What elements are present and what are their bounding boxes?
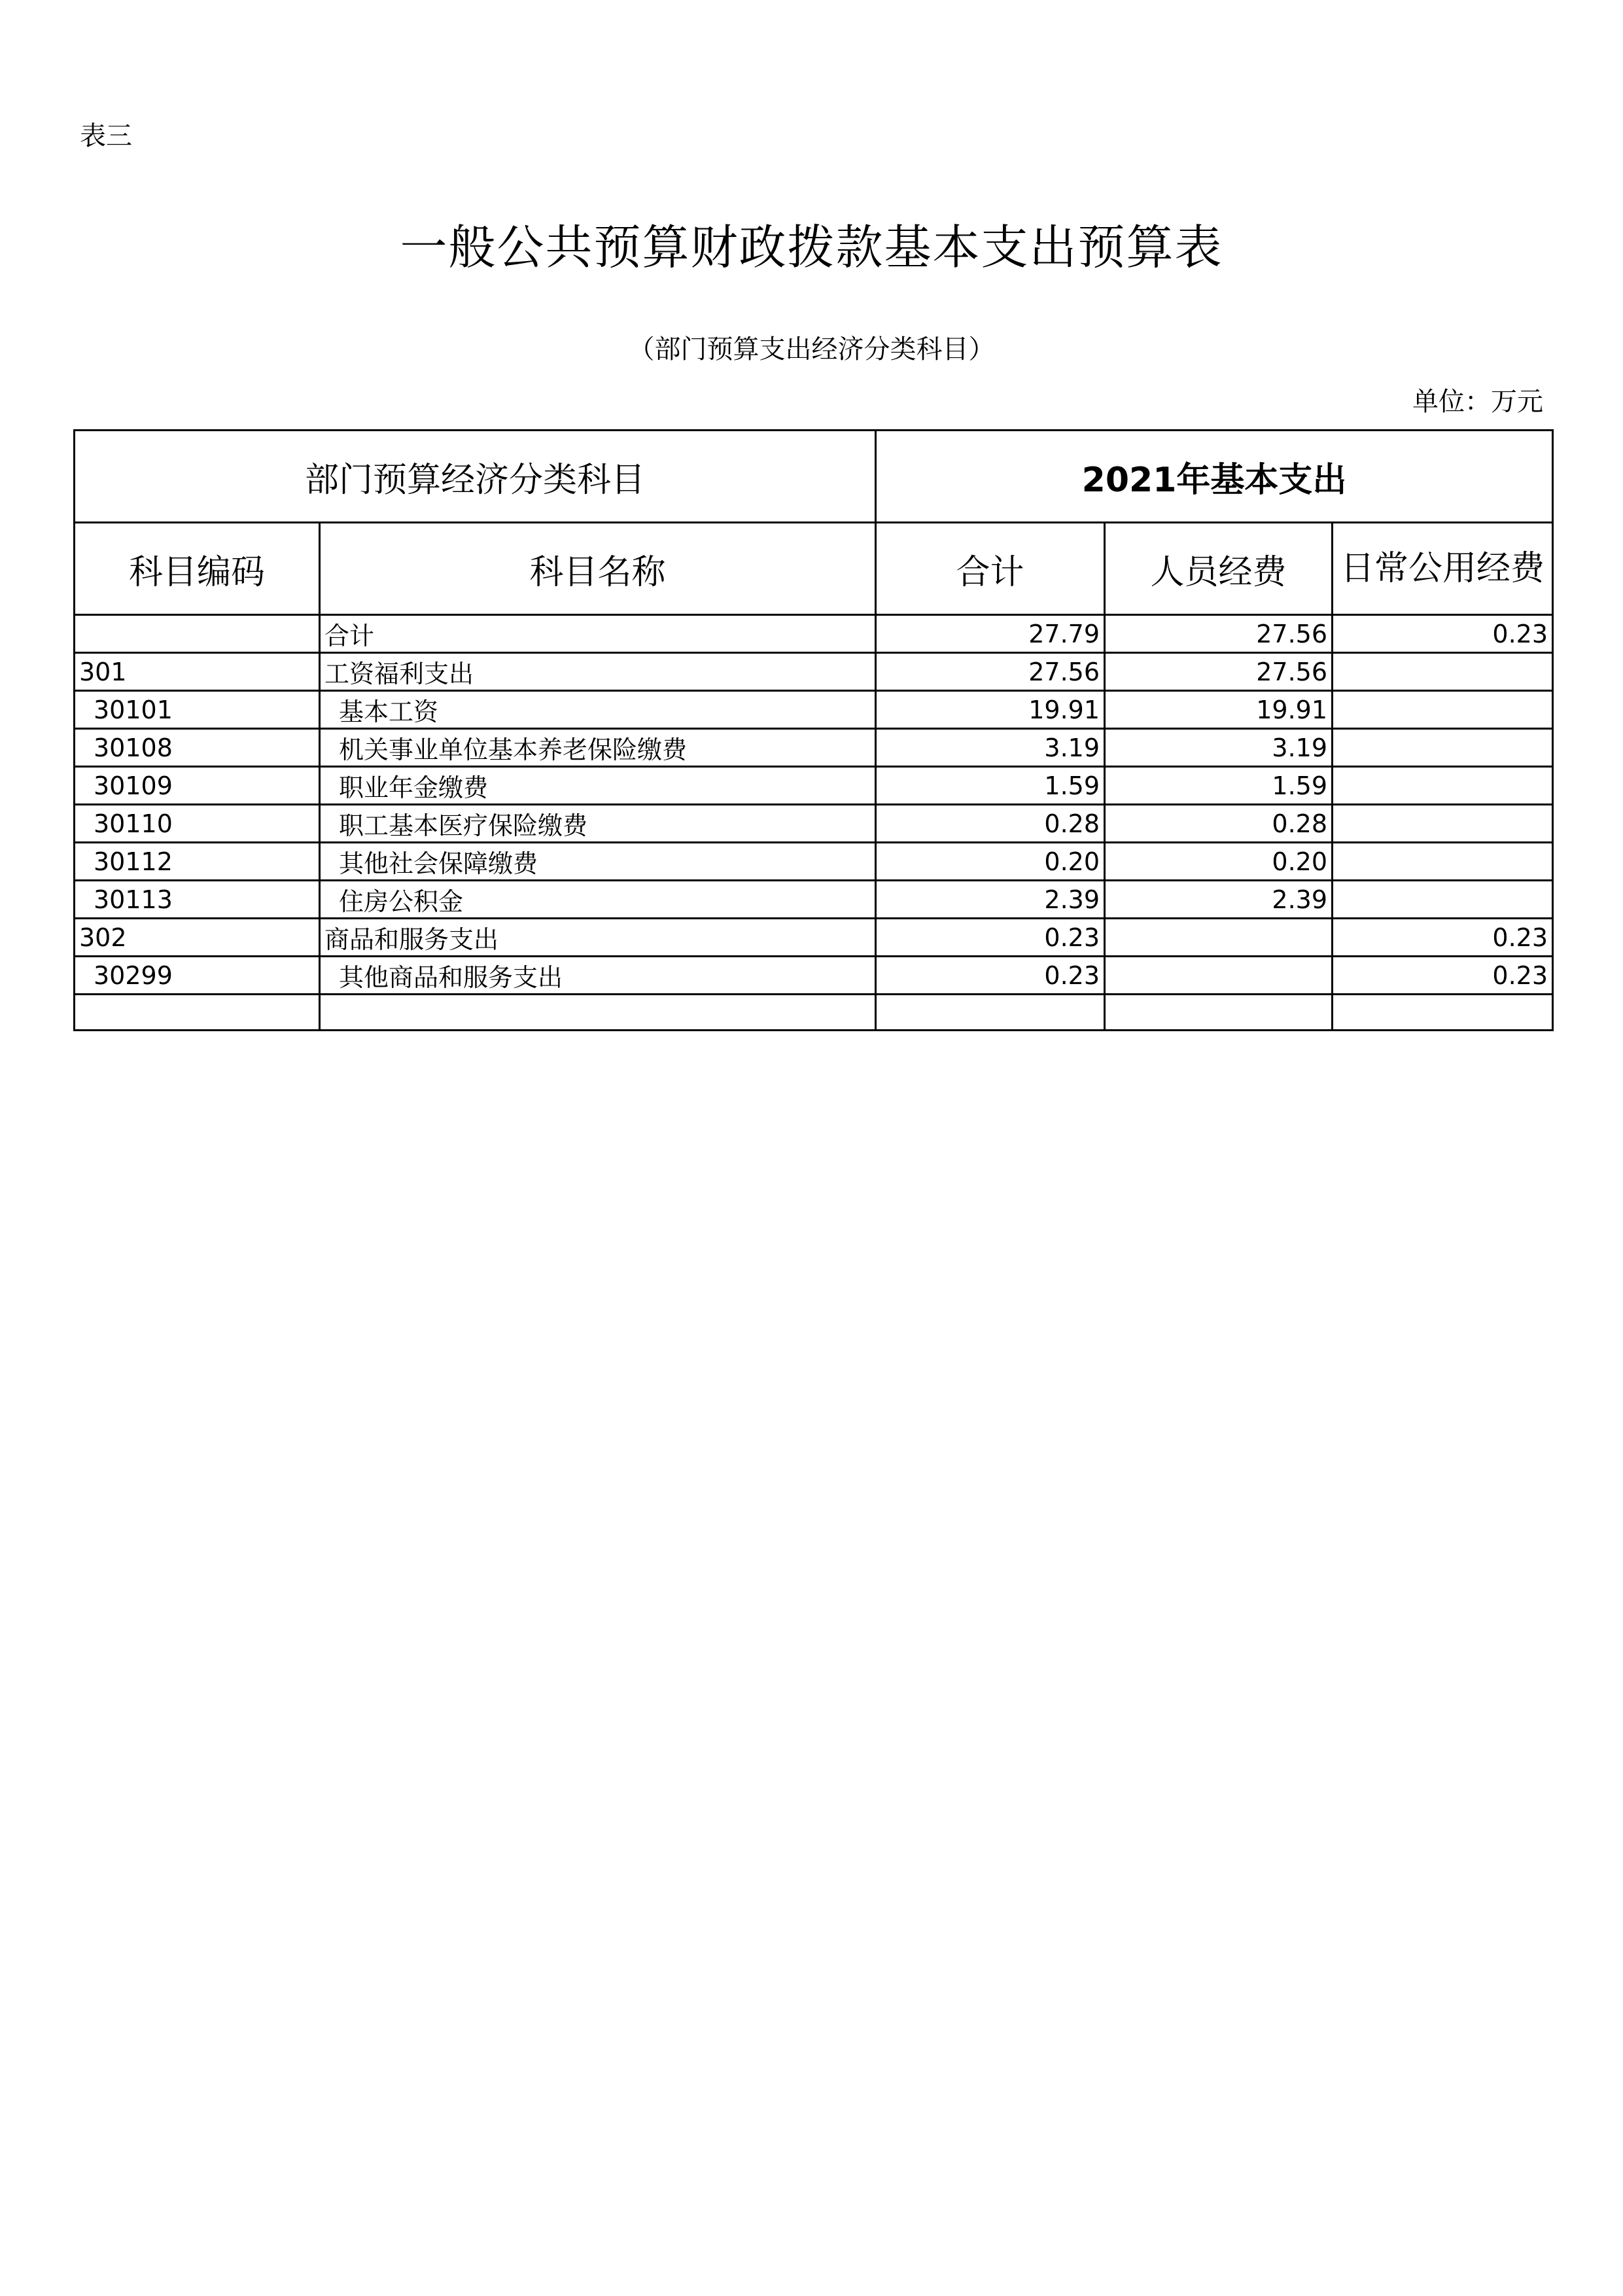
name-cell: 机关事业单位基本养老保险缴费 [320, 729, 876, 767]
code-cell: 30112 [75, 843, 320, 881]
public-cell [1333, 691, 1553, 729]
code-cell: 30109 [75, 767, 320, 805]
total-cell: 3.19 [876, 729, 1105, 767]
table-row [75, 729, 1553, 767]
code-cell: 30299 [75, 957, 320, 995]
total-cell: 19.91 [876, 691, 1105, 729]
table-row [75, 615, 1553, 653]
page-title: 一般公共预算财政拨款基本支出预算表 [400, 220, 1223, 275]
personnel-cell: 27.56 [1105, 615, 1333, 653]
public-cell [1333, 653, 1553, 691]
total-cell: 0.20 [876, 843, 1105, 881]
name-cell: 工资福利支出 [320, 653, 876, 691]
total-cell: 1.59 [876, 767, 1105, 805]
public-cell [1333, 881, 1553, 919]
personnel-cell: 27.56 [1105, 653, 1333, 691]
public-cell [1333, 843, 1553, 881]
table-body [75, 615, 1553, 1031]
total-cell [876, 995, 1105, 1031]
personnel-cell [1105, 995, 1333, 1031]
code-cell: 30108 [75, 729, 320, 767]
name-cell: 合计 [320, 615, 876, 653]
personnel-cell: 1.59 [1105, 767, 1333, 805]
name-cell: 其他商品和服务支出 [320, 957, 876, 995]
public-column-header: 日常公用经费 [1333, 523, 1553, 615]
name-cell: 商品和服务支出 [320, 919, 876, 957]
public-cell: 0.23 [1333, 615, 1553, 653]
name-column-header: 科目名称 [320, 523, 876, 615]
personnel-cell [1105, 919, 1333, 957]
total-cell: 0.23 [876, 957, 1105, 995]
page-subtitle: （部门预算支出经济分类科目） [628, 334, 995, 364]
classification-group-header: 部门预算经济分类科目 [75, 431, 876, 523]
total-cell: 27.79 [876, 615, 1105, 653]
table-row [75, 995, 1553, 1031]
total-cell: 0.28 [876, 805, 1105, 843]
personnel-cell: 3.19 [1105, 729, 1333, 767]
table-row [75, 691, 1553, 729]
unit-label: 单位：万元 [1412, 387, 1543, 417]
code-cell: 301 [75, 653, 320, 691]
name-cell: 住房公积金 [320, 881, 876, 919]
public-cell [1333, 805, 1553, 843]
public-cell [1333, 767, 1553, 805]
budget-table [73, 429, 1554, 1031]
expenditure-group-header: 2021年基本支出 [876, 431, 1553, 523]
personnel-cell: 19.91 [1105, 691, 1333, 729]
code-cell: 302 [75, 919, 320, 957]
personnel-cell: 0.28 [1105, 805, 1333, 843]
personnel-cell [1105, 957, 1333, 995]
table-row [75, 919, 1553, 957]
personnel-cell: 0.20 [1105, 843, 1333, 881]
public-cell: 0.23 [1333, 957, 1553, 995]
total-cell: 27.56 [876, 653, 1105, 691]
code-cell [75, 995, 320, 1031]
personnel-cell: 2.39 [1105, 881, 1333, 919]
public-cell [1333, 729, 1553, 767]
name-cell: 基本工资 [320, 691, 876, 729]
name-cell [320, 995, 876, 1031]
column-header-row [75, 523, 1553, 615]
personnel-column-header: 人员经费 [1105, 523, 1333, 615]
table-row [75, 805, 1553, 843]
table-row [75, 881, 1553, 919]
table-row [75, 957, 1553, 995]
table-label: 表三 [80, 121, 132, 151]
table-row [75, 843, 1553, 881]
total-cell: 0.23 [876, 919, 1105, 957]
total-cell: 2.39 [876, 881, 1105, 919]
table-row [75, 653, 1553, 691]
name-cell: 职业年金缴费 [320, 767, 876, 805]
table-row [75, 767, 1553, 805]
group-header-row [75, 431, 1553, 523]
total-column-header: 合计 [876, 523, 1105, 615]
code-cell: 30110 [75, 805, 320, 843]
name-cell: 其他社会保障缴费 [320, 843, 876, 881]
code-cell: 30101 [75, 691, 320, 729]
public-cell: 0.23 [1333, 919, 1553, 957]
code-cell: 30113 [75, 881, 320, 919]
code-column-header: 科目编码 [75, 523, 320, 615]
code-cell [75, 615, 320, 653]
name-cell: 职工基本医疗保险缴费 [320, 805, 876, 843]
public-cell [1333, 995, 1553, 1031]
